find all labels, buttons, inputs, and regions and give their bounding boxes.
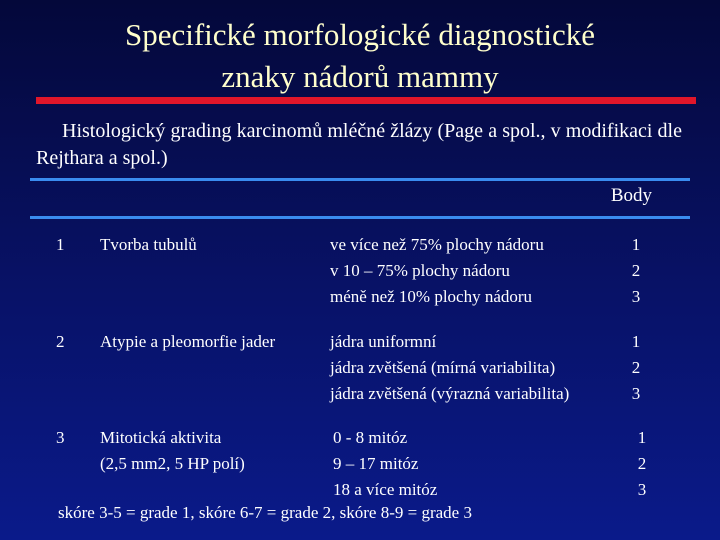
description-line: jádra zvětšená (mírná variabilita) — [330, 358, 556, 377]
slide-title — [0, 14, 720, 98]
description-line: 0 - 8 mitóz — [333, 428, 408, 447]
row-number: 1 — [56, 235, 65, 254]
row-descriptions — [330, 232, 544, 310]
criterion-line: Mitotická aktivita — [100, 428, 222, 447]
description-line: 9 – 17 mitóz — [333, 454, 419, 473]
points-value: 1 — [631, 235, 641, 254]
title-divider — [36, 97, 696, 104]
points-value: 3 — [631, 287, 641, 306]
title-line-2: znaky nádorů mammy — [221, 59, 499, 94]
row-criterion: Tvorba tubulů — [100, 235, 197, 254]
subtitle: Histologický grading karcinomů mléčné žlázy (Page a spol., v modifikaci dle Rejthara a spol.) — [36, 120, 682, 169]
row-number: 3 — [56, 428, 65, 447]
row-number: 2 — [56, 332, 65, 351]
points-value: 3 — [631, 384, 641, 403]
points-value: 1 — [637, 428, 647, 447]
points-column-header: Body — [610, 185, 652, 206]
points-value: 3 — [637, 480, 647, 499]
description-line: ve více než 75% plochy nádoru — [330, 235, 544, 254]
description-line: jádra uniformní — [330, 332, 437, 351]
row-criterion: Atypie a pleomorfie jader — [100, 332, 276, 351]
row-points — [628, 232, 644, 310]
row-criterion — [100, 425, 320, 477]
row-descriptions — [330, 329, 569, 407]
row-points — [628, 329, 644, 407]
table-header-rule — [30, 216, 690, 219]
points-value: 1 — [631, 332, 641, 351]
title-line-1: Specifické morfologické diagnostické — [124, 17, 595, 52]
table-top-rule — [30, 178, 690, 181]
grade-summary: skóre 3-5 = grade 1, skóre 6-7 = grade 2, skóre 8-9 = grade 3 — [58, 503, 472, 522]
points-value: 2 — [631, 358, 641, 377]
row-points — [634, 425, 650, 503]
description-line: v 10 – 75% plochy nádoru — [330, 261, 510, 280]
points-value: 2 — [631, 261, 641, 280]
points-value: 2 — [637, 454, 647, 473]
criterion-line: (2,5 mm2, 5 HP polí) — [100, 454, 245, 473]
description-line: jádra zvětšená (výrazná variabilita) — [330, 384, 570, 403]
description-line: 18 a více mitóz — [333, 480, 438, 499]
description-line: méně než 10% plochy nádoru — [330, 287, 533, 306]
row-descriptions — [333, 425, 437, 503]
